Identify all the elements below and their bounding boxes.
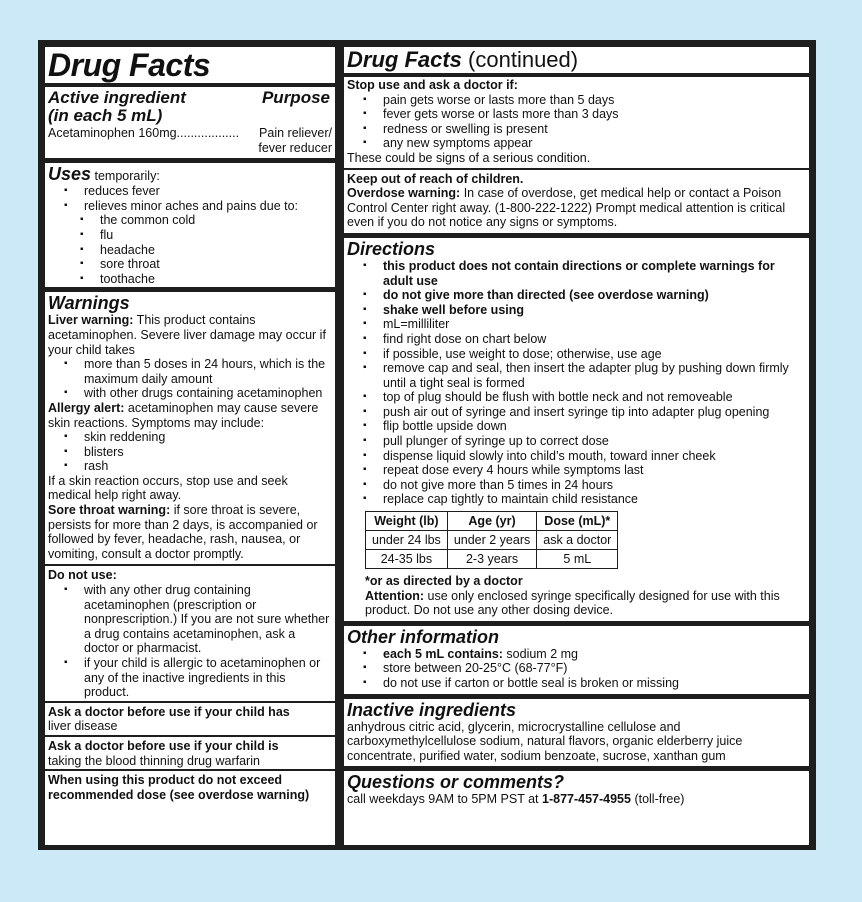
do-not-use-section	[45, 566, 335, 700]
ask-doctor-is-heading: Ask a doctor before use if your child is	[48, 738, 279, 753]
dosing-cell: 2-3 years	[447, 550, 536, 569]
when-using-section	[45, 771, 335, 845]
keep-out-section	[344, 170, 809, 233]
ingredient-line: Acetaminophen 160mg..................	[48, 126, 240, 140]
questions-heading: Questions or comments?	[347, 772, 565, 793]
stop-use-item: ▪ pain gets worse or lasts more than 5 days	[383, 93, 806, 108]
dosing-cell: 24-35 lbs	[366, 550, 448, 569]
directions-item: ▪ top of plug should be flush with bottle neck and not removeable	[383, 390, 806, 405]
uses-heading: Uses	[48, 164, 92, 185]
directions-item: ▪ do not give more than 5 times in 24 hours	[383, 478, 806, 493]
allergy-item: ▪ skin reddening	[84, 430, 332, 445]
uses-subitem: ▪ toothache	[100, 272, 332, 287]
drug-facts-label	[38, 40, 816, 850]
dosing-row	[366, 531, 618, 550]
ask-doctor-has-section	[45, 703, 335, 735]
active-ingredient-section	[45, 47, 335, 158]
dosing-row	[366, 550, 618, 569]
overdose-text: In case of overdose, get medical help or contact a Poison Control Center right away. (1-800-222-1222) Prompt medical attention is critical even if you do not notice any signs or symptoms.	[347, 186, 786, 230]
keep-out-heading: Keep out of reach of children.	[347, 171, 524, 186]
warnings-heading: Warnings	[48, 293, 130, 314]
dosing-cell: ask a doctor	[537, 531, 618, 550]
stop-use-item: ▪ any new symptoms appear	[383, 136, 806, 151]
questions-section	[344, 771, 809, 845]
sore-throat-label: Sore throat warning:	[48, 503, 171, 518]
storage-item: ▪ store between 20-25°C (68-77°F)	[383, 661, 806, 676]
directions-bold-item: ▪ shake well before using	[383, 303, 806, 318]
stop-use-item: ▪ redness or swelling is present	[383, 122, 806, 137]
stop-use-heading: Stop use and ask a doctor if:	[347, 78, 518, 92]
allergy-item: ▪ blisters	[84, 445, 332, 460]
other-information-section	[344, 626, 809, 694]
dosing-note: *or as directed by a doctor	[365, 574, 523, 589]
directions-item: ▪ mL=milliliter	[383, 317, 806, 332]
directions-item: ▪ replace cap tightly to maintain child resistance	[383, 492, 806, 507]
uses-subitem: ▪ flu	[100, 228, 332, 243]
directions-item: ▪ flip bottle upside down	[383, 419, 806, 434]
active-ingredient-heading: Active ingredient	[48, 88, 186, 107]
allergy-alert-label: Allergy alert:	[48, 400, 125, 415]
toll-free-text: (toll-free)	[630, 792, 685, 807]
liver-warning-text: This product contains acetaminophen. Severe liver damage may occur if your child takes	[48, 313, 326, 357]
dosing-table	[365, 511, 618, 569]
directions-heading: Directions	[347, 238, 436, 259]
directions-item: ▪ remove cap and seal, then insert the adapter plug by pushing down firmly until a tight seal is formed	[383, 361, 806, 390]
directions-section	[344, 238, 809, 621]
active-ingredient-subheading: (in each 5 mL)	[48, 106, 163, 125]
attention-text: use only enclosed syringe specifically designed for use with this product. Do not use any other dosing device.	[365, 588, 780, 618]
other-information-heading: Other information	[347, 626, 499, 647]
dosing-header: Dose (mL)*	[537, 512, 618, 531]
sodium-text: sodium 2 mg	[502, 646, 578, 661]
continued-suffix: (continued)	[461, 47, 579, 72]
dosing-cell: under 24 lbs	[366, 531, 448, 550]
questions-text: call weekdays 9AM to 5PM PST at	[347, 792, 542, 807]
ask-doctor-is-section	[45, 737, 335, 769]
inactive-ingredients-heading: Inactive ingredients	[347, 699, 517, 720]
uses-subitem: ▪ the common cold	[100, 213, 332, 228]
dosing-header: Weight (lb)	[366, 512, 448, 531]
ask-doctor-is-text: taking the blood thinning drug warfarin	[48, 753, 260, 768]
drug-facts-title: Drug Facts	[48, 47, 211, 83]
allergy-item: ▪ rash	[84, 459, 332, 474]
directions-item: ▪ repeat dose every 4 hours while symptoms last	[383, 463, 806, 478]
uses-item: ▪ reduces fever	[84, 184, 332, 199]
uses-subitem: ▪ sore throat	[100, 257, 332, 272]
directions-item: ▪ if possible, use weight to dose; otherwise, use age	[383, 347, 806, 362]
directions-bold-item: ▪ do not give more than directed (see overdose warning)	[383, 288, 806, 303]
phone-number: 1-877-457-4955	[542, 792, 631, 807]
title-rule	[45, 83, 335, 87]
dosing-cell: 5 mL	[537, 550, 618, 569]
skin-reaction-text: If a skin reaction occurs, stop use and seek medical help right away.	[48, 473, 288, 503]
ask-doctor-has-text: liver disease	[48, 719, 118, 734]
continued-rule	[344, 73, 809, 77]
when-using-line1: When using this product do not exceed	[48, 773, 283, 788]
directions-item: ▪ push air out of syringe and insert syringe tip into adapter plug opening	[383, 405, 806, 420]
do-not-use-item: ▪ with any other drug containing acetaminophen (prescription or nonprescription.) If you are not sure whether a drug contains acetaminophen, ask a doctor or pharmacist.	[84, 583, 332, 656]
uses-intro: temporarily:	[91, 169, 160, 184]
uses-subitem: ▪ headache	[100, 243, 332, 258]
ask-doctor-has-heading: Ask a doctor before use if your child has	[48, 704, 290, 719]
directions-item: ▪ find right dose on chart below	[383, 332, 806, 347]
dosing-cell: under 2 years	[447, 531, 536, 550]
uses-section	[45, 163, 335, 287]
seal-item: ▪ do not use if carton or bottle seal is broken or missing	[383, 676, 806, 691]
purpose-line2: fever reducer	[258, 140, 332, 155]
warnings-section	[45, 292, 335, 564]
liver-item: ▪ with other drugs containing acetaminophen	[84, 386, 332, 401]
purpose-line1: Pain reliever/	[259, 126, 332, 140]
purpose-heading: Purpose	[261, 88, 330, 107]
do-not-use-heading: Do not use:	[48, 568, 117, 583]
when-using-line2: recommended dose (see overdose warning)	[48, 787, 310, 802]
continued-title-section	[344, 47, 809, 168]
overdose-label: Overdose warning:	[347, 186, 461, 201]
directions-bold-item: ▪ this product does not contain directions or complete warnings for adult use	[383, 259, 806, 288]
left-column	[45, 47, 335, 845]
uses-item: ▪ relieves minor aches and pains due to:	[84, 199, 332, 214]
inactive-ingredients-text: anhydrous citric acid, glycerin, microcrystalline cellulose and carboxymethylcellulose sodium, natural flavors, organic elderberry juice concentrate, purified water, sodium benzoate, sucrose, xanthan gum	[347, 719, 743, 763]
attention-label: Attention:	[365, 588, 425, 603]
sodium-label: each 5 mL contains:	[383, 646, 503, 661]
liver-item: ▪ more than 5 doses in 24 hours, which is the maximum daily amount	[84, 357, 332, 386]
sore-throat-text: if sore throat is severe, persists for more than 2 days, is accompanied or followed by fever, headache, rash, nausea, or vomiting, consult a doctor promptly.	[48, 503, 318, 561]
directions-item: ▪ pull plunger of syringe up to correct dose	[383, 434, 806, 449]
allergy-alert-text: acetaminophen may cause severe skin reactions. Symptoms may include:	[48, 400, 319, 430]
directions-item: ▪ dispense liquid slowly into child’s mouth, toward inner cheek	[383, 449, 806, 464]
right-column	[344, 47, 809, 845]
continued-title: Drug Facts	[347, 47, 462, 72]
inactive-ingredients-section	[344, 699, 809, 767]
stop-use-footer: These could be signs of a serious condition.	[347, 150, 591, 165]
do-not-use-item: ▪ if your child is allergic to acetaminophen or any of the inactive ingredients in this product.	[84, 656, 332, 700]
dosing-header: Age (yr)	[447, 512, 536, 531]
stop-use-item: ▪ fever gets worse or lasts more than 3 days	[383, 107, 806, 122]
liver-warning-label: Liver warning:	[48, 313, 134, 328]
